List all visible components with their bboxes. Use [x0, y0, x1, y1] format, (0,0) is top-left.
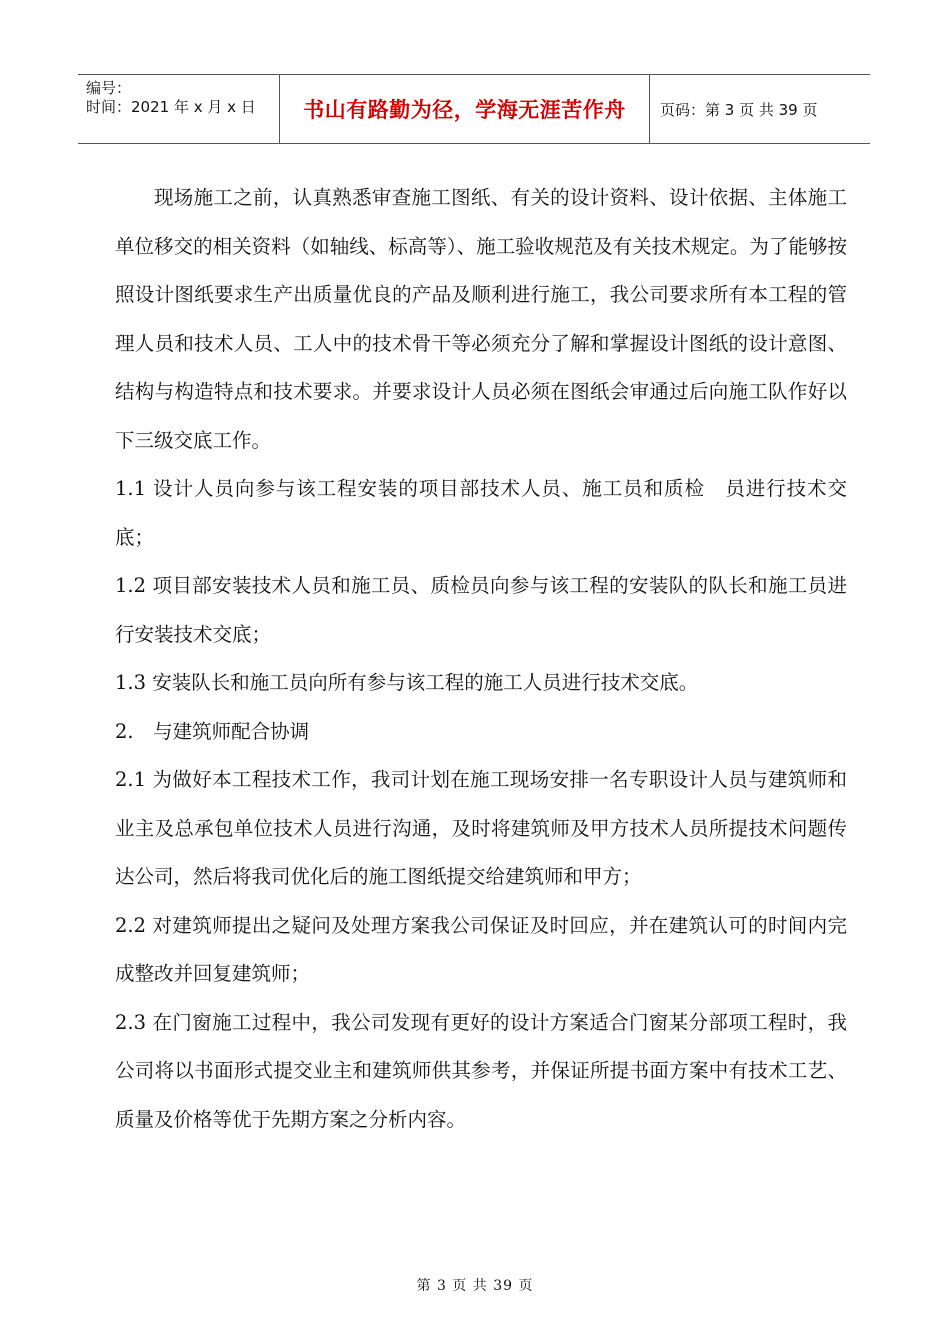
body-paragraph-1-2: 1.2 项目部安装技术人员和施工员、质检员向参与该工程的安装队的队长和施工员进行安装技术交底； [115, 574, 847, 646]
document-date: 时间：2021 年 x 月 x 日 [86, 98, 256, 116]
document-number-label: 编号： [86, 79, 132, 97]
page-footer: 第 3 页 共 39 页 [416, 1278, 534, 1294]
document-body [115, 174, 847, 1144]
body-paragraph-1-1: 1.1 设计人员向参与该工程安装的项目部技术人员、施工员和质检 员进行技术交底； [115, 477, 847, 549]
body-paragraph-1-3: 1.3 安装队长和施工员向所有参与该工程的施工人员进行技术交底。 [115, 671, 699, 694]
page-header [78, 74, 870, 144]
section-heading-2: 2. 与建筑师配合协调 [115, 719, 310, 743]
body-paragraph-2-2: 2.2 对建筑师提出之疑问及处理方案我公司保证及时回应，并在建筑认可的时间内完成整改并回复建筑师； [115, 913, 847, 985]
body-paragraph-2-1: 2.1 为做好本工程技术工作，我司计划在施工现场安排一名专职设计人员与建筑师和业主及总承包单位技术人员进行沟通，及时将建筑师及甲方技术人员所提技术问题传达公司，然后将我司优化后的施工图纸提交给建筑师和甲方； [115, 768, 847, 888]
header-page-info: 页码：第 3 页 共 39 页 [660, 100, 818, 119]
body-paragraph-2-3: 2.3 在门窗施工过程中，我公司发现有更好的设计方案适合门窗某分部项工程时，我公司将以书面形式提交业主和建筑师供其参考，并保证所提书面方案中有技术工艺、质量及价格等优于先期方案之分析内容。 [115, 1010, 847, 1131]
header-meta [78, 75, 280, 143]
header-motto: 书山有路勤为径，学海无涯苦作舟 [280, 75, 650, 143]
body-paragraph-intro: 现场施工之前，认真熟悉审查施工图纸、有关的设计资料、设计依据、主体施工单位移交的相关资料（如轴线、标高等）、施工验收规范及有关技术规定。为了能够按照设计图纸要求生产出质量优良的产品及顺利进行施工，我公司要求所有本工程的管理人员和技术人员、工人中的技术骨干等必须充分了解和掌握设计图纸的设计意图、结构与构造特点和技术要求。并要求设计人员必须在图纸会审通过后向施工队作好以下三级交底工作。 [115, 186, 847, 452]
